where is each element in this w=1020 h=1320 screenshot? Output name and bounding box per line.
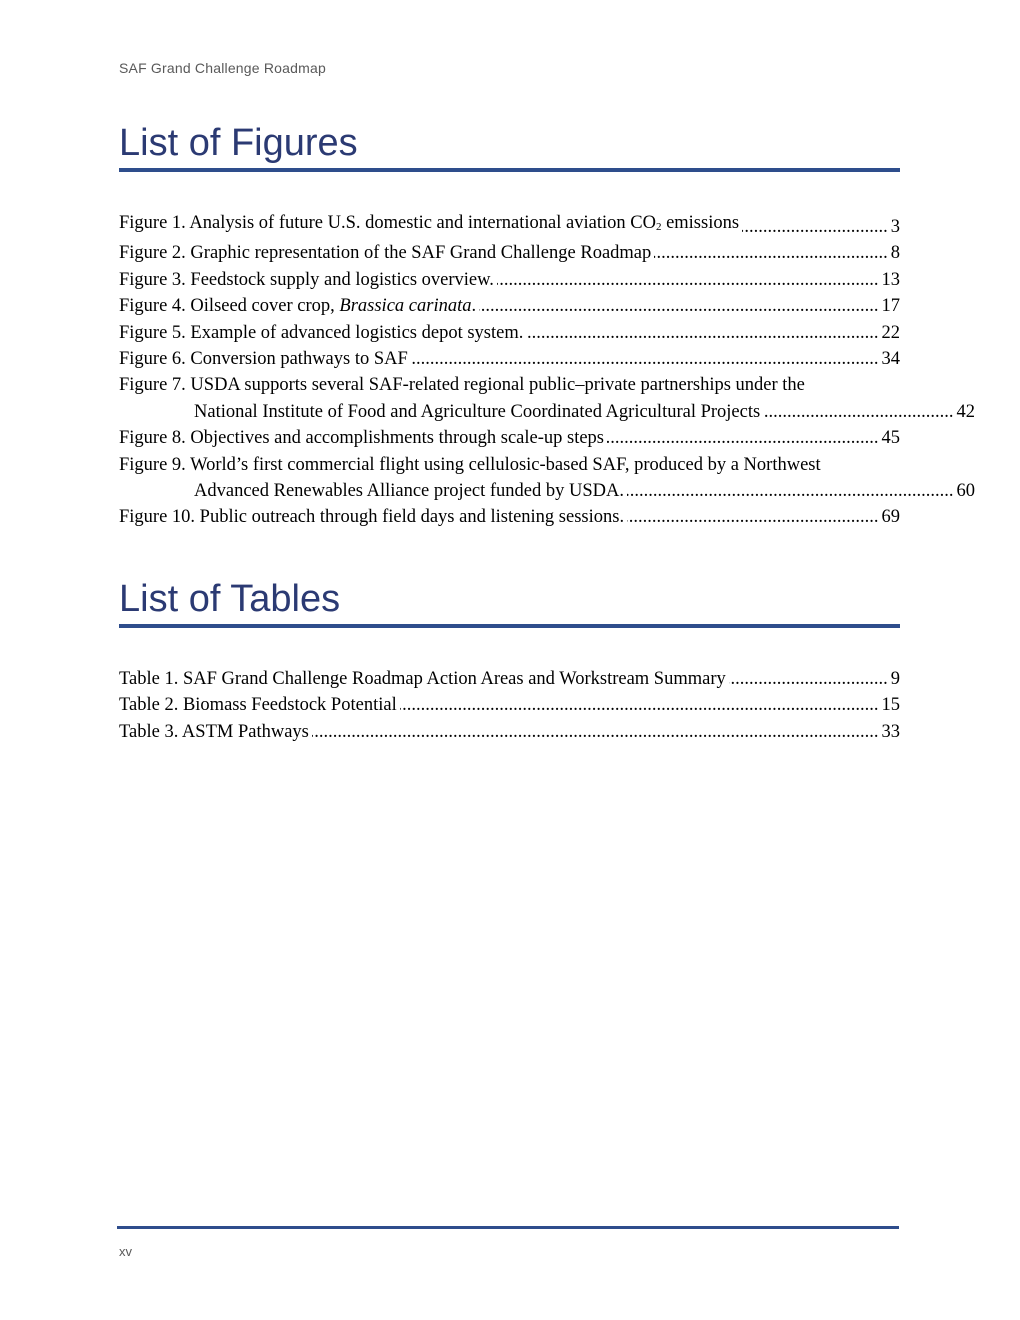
toc-entry-page: 15 xyxy=(881,695,900,716)
toc-entry-page: 34 xyxy=(881,349,900,370)
toc-entry-label-line2: National Institute of Food and Agriculture Coordinated Agricultural Projects xyxy=(194,401,761,422)
dot-leader xyxy=(411,346,879,372)
dot-leader xyxy=(497,267,879,293)
toc-entry-page: 33 xyxy=(881,721,900,742)
toc-entry-page: 9 xyxy=(890,669,900,689)
toc-entry-label: Figure 1. Analysis of future U.S. domestic and international aviation $CO_2$ emissions xyxy=(119,213,740,233)
toc-entry-figure-7[interactable] xyxy=(119,372,975,425)
toc-entry-page: 60 xyxy=(956,481,975,502)
toc-entry-figure-6[interactable] xyxy=(119,346,900,372)
dot-leader xyxy=(627,478,954,504)
toc-entry-table-1[interactable] xyxy=(119,666,900,692)
toc-entry-figure-5[interactable] xyxy=(119,320,900,346)
figures-title-rule xyxy=(119,168,900,172)
toc-entry-figure-2[interactable] xyxy=(119,240,900,266)
toc-entry-label: Figure 3. Feedstock supply and logistics overview. xyxy=(119,269,494,290)
toc-entry-page: 42 xyxy=(956,401,975,422)
figures-list xyxy=(119,210,975,531)
toc-entry-label: Table 2. Biomass Feedstock Potential xyxy=(119,695,397,716)
dot-leader xyxy=(729,666,888,692)
toc-entry-label-line2: Advanced Renewables Alliance project funded by USDA. xyxy=(194,481,624,502)
toc-entry-figure-4[interactable] xyxy=(119,293,900,319)
toc-entry-page: 69 xyxy=(881,507,900,528)
toc-entry-label: Figure 10. Public outreach through field days and listening sessions. xyxy=(119,507,625,528)
toc-entry-figure-1[interactable] xyxy=(119,210,900,240)
tables-list xyxy=(119,666,900,745)
dot-leader xyxy=(763,399,953,425)
toc-entry-figure-10[interactable] xyxy=(119,504,900,530)
toc-entry-page: 22 xyxy=(881,322,900,343)
toc-entry-label-line1: Figure 9. World’s first commercial flight using cellulosic-based SAF, produced by a Northwest xyxy=(119,454,821,475)
dot-leader xyxy=(627,504,878,530)
toc-entry-page: 17 xyxy=(881,296,900,317)
dot-leader xyxy=(312,719,879,745)
toc-entry-label: Figure 5. Example of advanced logistics depot system. xyxy=(119,322,524,343)
toc-entry-page: 8 xyxy=(890,243,900,264)
list-of-figures-title: List of Figures xyxy=(119,122,358,164)
toc-entry-label: Figure 4. Oilseed cover crop, Brassica carinata. xyxy=(119,296,477,317)
toc-entry-table-3[interactable] xyxy=(119,719,900,745)
toc-entry-label: Figure 6. Conversion pathways to SAF xyxy=(119,349,408,370)
toc-entry-figure-9[interactable] xyxy=(119,452,975,505)
list-of-tables-title: List of Tables xyxy=(119,578,341,620)
dot-leader xyxy=(607,425,878,451)
toc-entry-figure-3[interactable] xyxy=(119,267,900,293)
page-number: xv xyxy=(119,1244,132,1259)
tables-title-rule xyxy=(119,624,900,628)
footer-rule xyxy=(117,1226,899,1229)
toc-entry-label: Figure 8. Objectives and accomplishments through scale-up steps xyxy=(119,428,605,449)
toc-entry-label-line1: Figure 7. USDA supports several SAF-related regional public–private partnerships under the xyxy=(119,375,805,396)
toc-entry-page: 13 xyxy=(881,269,900,290)
running-header: SAF Grand Challenge Roadmap xyxy=(119,60,326,76)
dot-leader xyxy=(479,293,878,319)
toc-entry-label: Table 3. ASTM Pathways xyxy=(119,721,309,742)
toc-entry-table-2[interactable] xyxy=(119,692,900,718)
dot-leader xyxy=(400,692,879,718)
dot-leader xyxy=(654,240,887,266)
toc-entry-label: Table 1. SAF Grand Challenge Roadmap Action Areas and Workstream Summary xyxy=(119,669,726,689)
toc-entry-figure-8[interactable] xyxy=(119,425,900,451)
toc-entry-page: 3 xyxy=(890,217,900,237)
dot-leader xyxy=(526,320,878,346)
toc-entry-page: 45 xyxy=(881,428,900,449)
dot-leader xyxy=(742,214,888,240)
toc-entry-label: Figure 2. Graphic representation of the SAF Grand Challenge Roadmap xyxy=(119,243,652,264)
